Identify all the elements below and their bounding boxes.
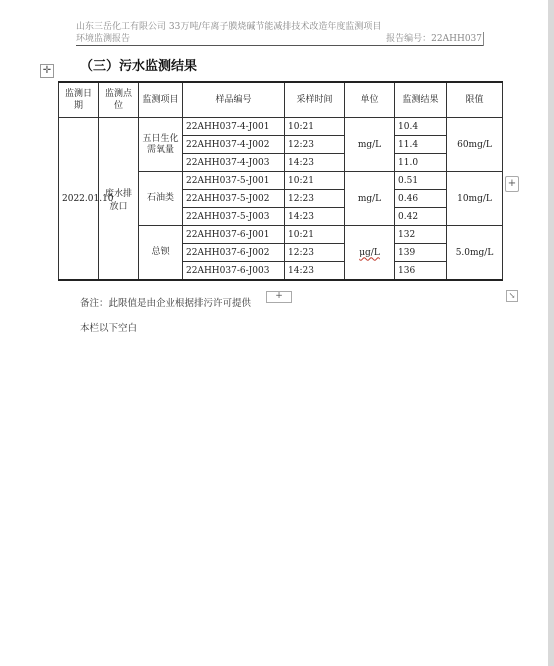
col-header-date: 监测日期	[59, 82, 99, 118]
table-note: 备注：此限值是由企业根据排污许可提供	[80, 298, 252, 309]
unit: mg/L	[345, 172, 395, 226]
table-move-icon[interactable]: ✛	[40, 64, 54, 78]
sample-id: 22AHH037-5-J002	[183, 190, 285, 208]
add-row-icon[interactable]: +	[266, 291, 292, 303]
sample-id: 22AHH037-4-J001	[183, 118, 285, 136]
sample-id: 22AHH037-5-J003	[183, 208, 285, 226]
sample-id: 22AHH037-4-J003	[183, 154, 285, 172]
monitoring-item: 五日生化需氧量	[139, 118, 183, 172]
col-header-point: 监测点位	[99, 82, 139, 118]
monitoring-item: 总钡	[139, 226, 183, 281]
page-header	[76, 21, 484, 46]
sample-id: 22AHH037-5-J001	[183, 172, 285, 190]
table-row	[59, 118, 503, 136]
monitoring-date: 2022.01.10	[59, 118, 99, 281]
result: 0.46	[395, 190, 447, 208]
sample-time: 10:21	[285, 226, 345, 244]
table-resize-icon[interactable]: ↘	[506, 290, 518, 302]
header-border	[483, 32, 484, 46]
result: 136	[395, 262, 447, 281]
result: 132	[395, 226, 447, 244]
sample-time: 10:21	[285, 172, 345, 190]
limit: 60mg/L	[447, 118, 503, 172]
sample-id: 22AHH037-6-J001	[183, 226, 285, 244]
sample-time: 14:23	[285, 262, 345, 281]
limit: 5.0mg/L	[447, 226, 503, 281]
sample-time: 12:23	[285, 244, 345, 262]
col-header-item: 监测项目	[139, 82, 183, 118]
col-header-time: 采样时间	[285, 82, 345, 118]
section-title: （三）污水监测结果	[80, 59, 198, 74]
header-report-type: 环境监测报告	[76, 34, 131, 44]
result: 0.51	[395, 172, 447, 190]
wastewater-results-table	[58, 81, 503, 281]
sample-time: 12:23	[285, 190, 345, 208]
col-header-limit: 限值	[447, 82, 503, 118]
col-header-sample: 样品编号	[183, 82, 285, 118]
sample-time: 14:23	[285, 154, 345, 172]
header-company-project: 山东三岳化工有限公司 33万吨/年离子膜烧碱节能减排技术改造年度监测项目	[76, 22, 382, 32]
result: 0.42	[395, 208, 447, 226]
window-scrollbar[interactable]	[548, 0, 554, 666]
limit: 10mg/L	[447, 172, 503, 226]
sample-time: 12:23	[285, 136, 345, 154]
sample-id: 22AHH037-6-J003	[183, 262, 285, 281]
result: 10.4	[395, 118, 447, 136]
monitoring-point: 废水排放口	[99, 118, 139, 281]
table-header-row	[59, 82, 503, 118]
unit	[345, 226, 395, 281]
col-header-unit: 单位	[345, 82, 395, 118]
sample-id: 22AHH037-6-J002	[183, 244, 285, 262]
result: 139	[395, 244, 447, 262]
unit-text: μg/L	[359, 247, 380, 258]
col-header-result: 监测结果	[395, 82, 447, 118]
header-report-number: 报告编号：22AHH037	[386, 34, 482, 44]
sample-time: 10:21	[285, 118, 345, 136]
unit: mg/L	[345, 118, 395, 172]
add-column-icon[interactable]: +	[505, 176, 519, 192]
monitoring-item: 石油类	[139, 172, 183, 226]
result: 11.0	[395, 154, 447, 172]
sample-id: 22AHH037-4-J002	[183, 136, 285, 154]
blank-below-note: 本栏以下空白	[80, 323, 138, 334]
sample-time: 14:23	[285, 208, 345, 226]
result: 11.4	[395, 136, 447, 154]
